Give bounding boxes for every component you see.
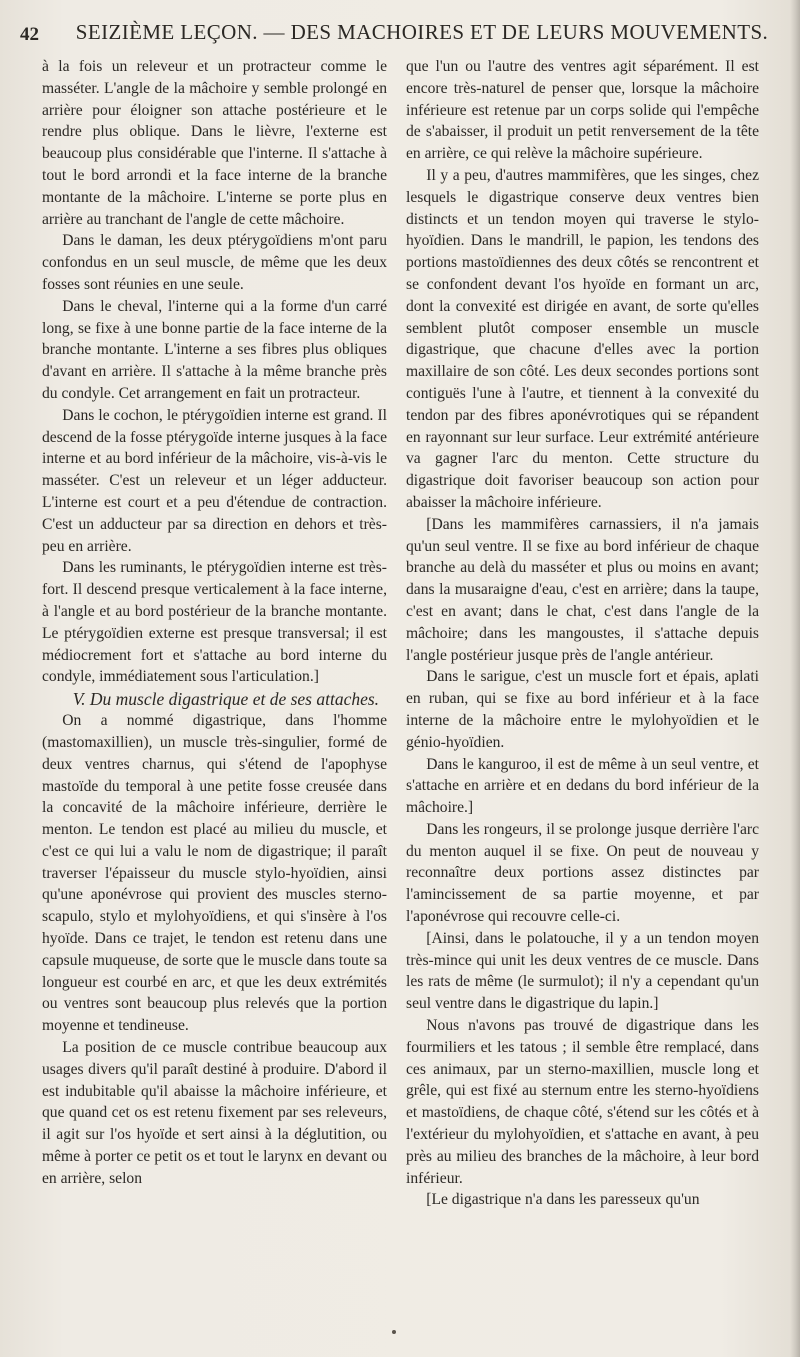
paragraph: Dans le daman, les deux ptérygoïdiens m'ont paru confondus en un seul muscle, de même que les deux fosses sont réunies en une seule. — [42, 232, 387, 293]
right-column — [406, 56, 759, 1211]
page-header — [20, 8, 780, 44]
paragraph: que l'un ou l'autre des ventres agit séparément. Il est encore très-naturel de penser que, lorsque la mâchoire inférieure est retenue par un corps solide qui l'empêche de s'abaisser, il produit un petit renversement de la tête en arrière, ce qui relève la mâchoire supérieure. — [406, 58, 759, 163]
paragraph: Nous n'avons pas trouvé de digastrique dans les fourmiliers et les tatous ; il semble être remplacé, dans ces animaux, par un sterno-maxillien, muscle long et grêle, qui est fixé au sternum entre les sterno-hyoïdiens et mastoïdiens, de chaque côté, s'étend sur les côtés et à l'extérieur du mylohyoïdien, et s'attache en avant, à peu près au milieu des branches de la mâchoire, à leur bord inférieur. — [406, 1017, 759, 1187]
left-column — [42, 56, 387, 1190]
running-head: SEIZIÈME LEÇON. — DES MACHOIRES ET DE LEURS MOUVEMENTS. — [75, 20, 769, 44]
paragraph: Dans le kanguroo, il est de même à un seul ventre, et s'attache en arrière et en dedans du bord inférieur de la mâchoire.] — [406, 755, 759, 817]
paragraph: Dans les rongeurs, il se prolonge jusque derrière l'arc du menton auquel il se fixe. On peut de nouveau y reconnaître deux portions assez distinctes par l'amincissement de sa partie moyenne, et par l'aponévrose qui recouvre celle-ci. — [406, 820, 759, 926]
paragraph: Il y a peu, d'autres mammifères, que les singes, chez lesquels le digastrique conserve deux ventres bien distincts et un tendon moyen qui traverse le stylo-hyoïdien. Dans le mandrill, le papion, les tendons des portions mastoïdiennes des deux côtés se rencontrent et se confondent devant l'os hyoïde en formant un arc, dont la convexité est dirigée en avant, de sorte qu'elles semblent plutôt composer ensemble un muscle digastrique, que chacune d'elles avec la portion maxillaire de son côté. Les deux secondes portions sont contiguës l'une à l'autre, et tiennent à la convexité du tendon par des fibres aponévrotiques qui se répandent en rayonnant sur leur surface. Leur extrémité antérieure va gagner l'arc du menton. Cette structure du digastrique doit favoriser beaucoup son action pour abaisser la mâchoire inférieure. — [406, 166, 759, 511]
paragraph: [Dans les mammifères carnassiers, il n'a jamais qu'un seul ventre. Il se fixe au bord inférieur de chaque branche au delà du masséter et plus ou moins en avant; dans la musaraigne d'eau, c'est en arrière; dans la taupe, c'est en avant; dans le chat, c'est dans l'angle de la mâchoire; dans les mangoustes, il s'attache depuis l'angle postérieur jusque près de l'angle antérieur. — [406, 515, 759, 664]
paragraph: Dans le sarigue, c'est un muscle fort et épais, aplati en ruban, qui se fixe au bord inférieur et à la face interne de la mâchoire entre le mylohyoïdien et le génio-hyoïdien. — [406, 668, 759, 751]
page-number: 42 — [20, 24, 39, 45]
paragraph: Dans le cochon, le ptérygoïdien interne est grand. Il descend de la fosse ptérygoïde interne jusques à la face interne et au bord inférieur de la mâchoire, vis-à-vis le masséter. C'est un releveur et un léger adducteur. L'interne est court et a peu d'étendue de contraction. C'est un adducteur par sa direction en dehors et très-peu en arrière. — [42, 406, 387, 555]
paragraph: [Ainsi, dans le polatouche, il y a un tendon moyen très-mince qui unit les deux ventres de ce muscle. Dans les rats de même (le surmulot); il n'y a cependant qu'un seul ventre dans le digastrique du lapin.] — [406, 929, 759, 1013]
paragraph: [Le digastrique n'a dans les paresseux qu'un — [426, 1191, 700, 1209]
print-mark — [392, 1330, 396, 1334]
paragraph: à la fois un releveur et un protracteur comme le masséter. L'angle de la mâchoire y semble prolongé en arrière pour éloigner son attache postérieure et le rendre plus oblique. Dans le lièvre, l'externe est beaucoup plus considérable que l'interne. Il s'attache à tout le bord arrondi et la face interne de la branche montante de la mâchoire. L'interne se porte plus en arrière au tranchant de l'angle de cette mâchoire. — [42, 58, 387, 228]
paragraph: On a nommé digastrique, dans l'homme (mastomaxillien), un muscle très-singulier, formé de deux ventres charnus, qui s'étend de l'apophyse mastoïde du temporal à une petite fosse creusée dans la concavité de la mâchoire inférieure, derrière le menton. Le tendon est placé au milieu du muscle, et c'est ce qui lui a valu le nom de digastrique; il paraît traverser l'épaisseur du muscle stylo-hyoïdien, ainsi qu'une aponévrose qui provient des muscles sterno-scapulo, stylo et mylohyoïdiens, et qui s'insère à l'os hyoïde. Dans ce trajet, le tendon est retenu dans une capsule muqueuse, de sorte que le muscle dans toute sa longueur est courbé en arc, et que les deux extrémités ou ventres sont beaucoup plus relevés que la portion moyenne et tendineuse. — [42, 712, 387, 1035]
page-edge-shadow — [790, 0, 800, 1357]
paragraph: La position de ce muscle contribue beaucoup aux usages divers qu'il paraît destiné à produire. D'abord il est indubitable qu'il abaisse la mâchoire inférieure, et que quand cet os est retenu fixement par ses releveurs, il agit sur l'os hyoïde et sert ainsi à la déglutition, ou même à porter ce petit os et tout le larynx en devant ou en arrière, selon — [42, 1039, 387, 1187]
paragraph: Dans le cheval, l'interne qui a la forme d'un carré long, se fixe à une bonne partie de la face interne de la branche montante. L'interne a ses fibres plus obliques d'avant en arrière. Il s'attache à la même branche près du condyle. Cet arrangement en fait un protracteur. — [42, 297, 387, 402]
paragraph: Dans les ruminants, le ptérygoïdien interne est très-fort. Il descend presque verticalement à la face interne, à l'angle et au bord postérieur de la branche montante. Le ptérygoïdien externe est presque transversal; il est médiocrement fort et s'attache au bord interne du condyle, immédiatement sous l'articulation.] — [42, 559, 387, 686]
section-heading: V. Du muscle digastrique et de ses attaches. — [72, 689, 380, 710]
